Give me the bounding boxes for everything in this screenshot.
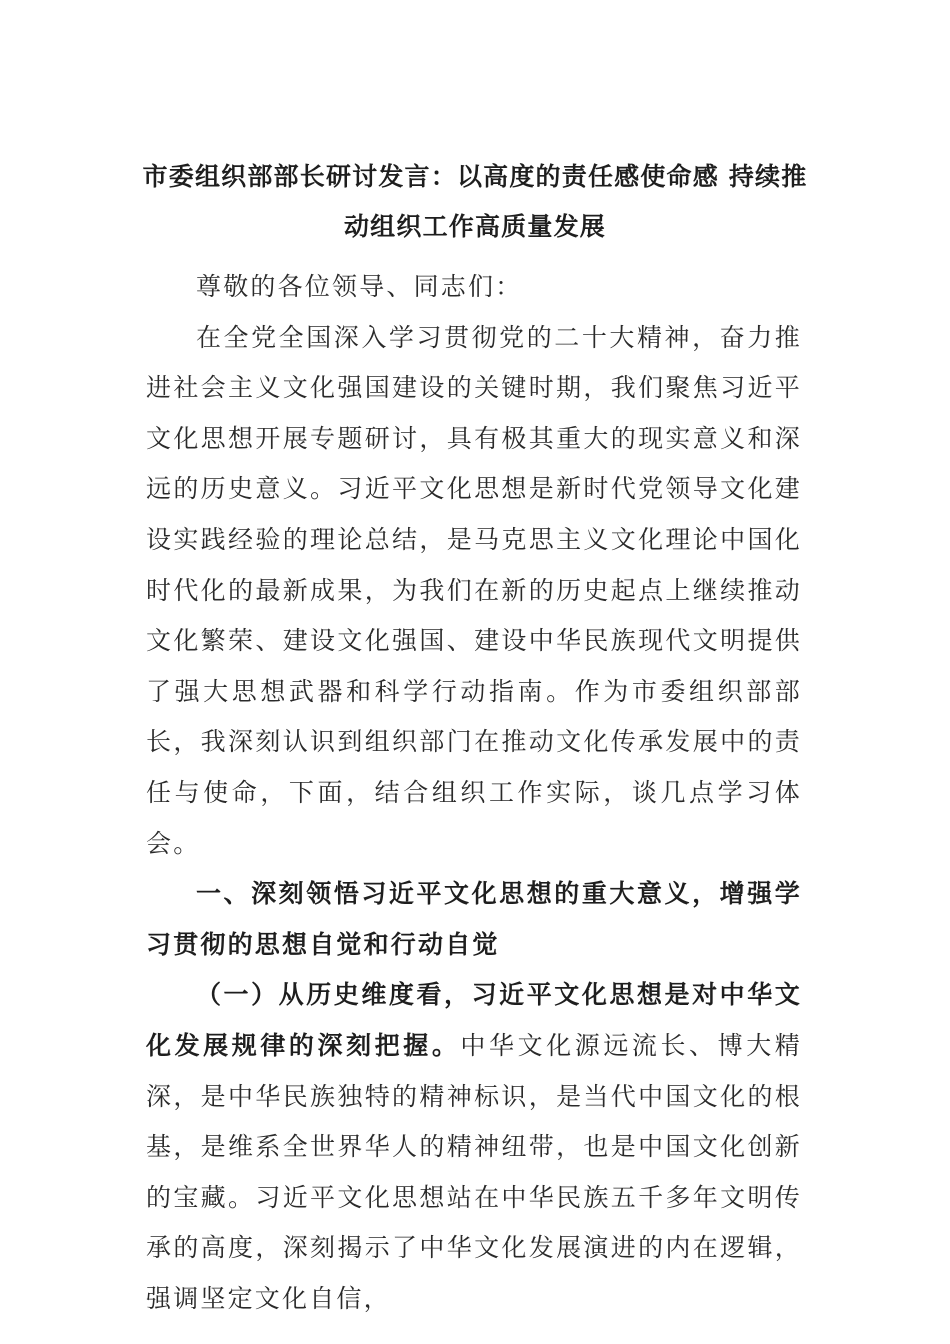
subsection-paragraph-1 (146, 970, 802, 1324)
subsection-body-1: 中华文化源远流长、博大精深，是中华民族独特的精神标识，是当代中国文化的根基，是维系全世界华人的精神纽带，也是中国文化创新的宝藏。习近平文化思想站在中华民族五千多年文明传承的高度，深刻揭示了中华文化发展演进的内在逻辑，强调坚定文化自信， (146, 1030, 803, 1313)
salutation: 尊敬的各位领导、同志们： (196, 272, 523, 301)
section-heading-1: 一、深刻领悟习近平文化思想的重大意义，增强学习贯彻的思想自觉和行动自觉 (146, 879, 802, 959)
intro-paragraph: 在全党全国深入学习贯彻党的二十大精神，奋力推进社会主义文化强国建设的关键时期，我们聚焦习近平文化思想开展专题研讨，具有极其重大的现实意义和深远的历史意义。习近平文化思想是新时代党领导文化建设实践经验的理论总结，是马克思主义文化理论中国化时代化的最新成果，为我们在新的历史起点上继续推动文化繁荣、建设文化强国、建设中华民族现代文明提供了强大思想武器和科学行动指南。作为市委组织部部长，我深刻认识到组织部门在推动文化传承发展中的责任与使命，下面，结合组织工作实际，谈几点学习体会。 (146, 322, 802, 858)
document-body (146, 262, 802, 1324)
subsection-lead-1: （一）从历史维度看，习近平文化思想是对中华文化发展规律的深刻把握。 (146, 980, 802, 1060)
document-title: 市委组织部部长研讨发言：以高度的责任感使命感 持续推动组织工作高质量发展 (142, 162, 808, 241)
